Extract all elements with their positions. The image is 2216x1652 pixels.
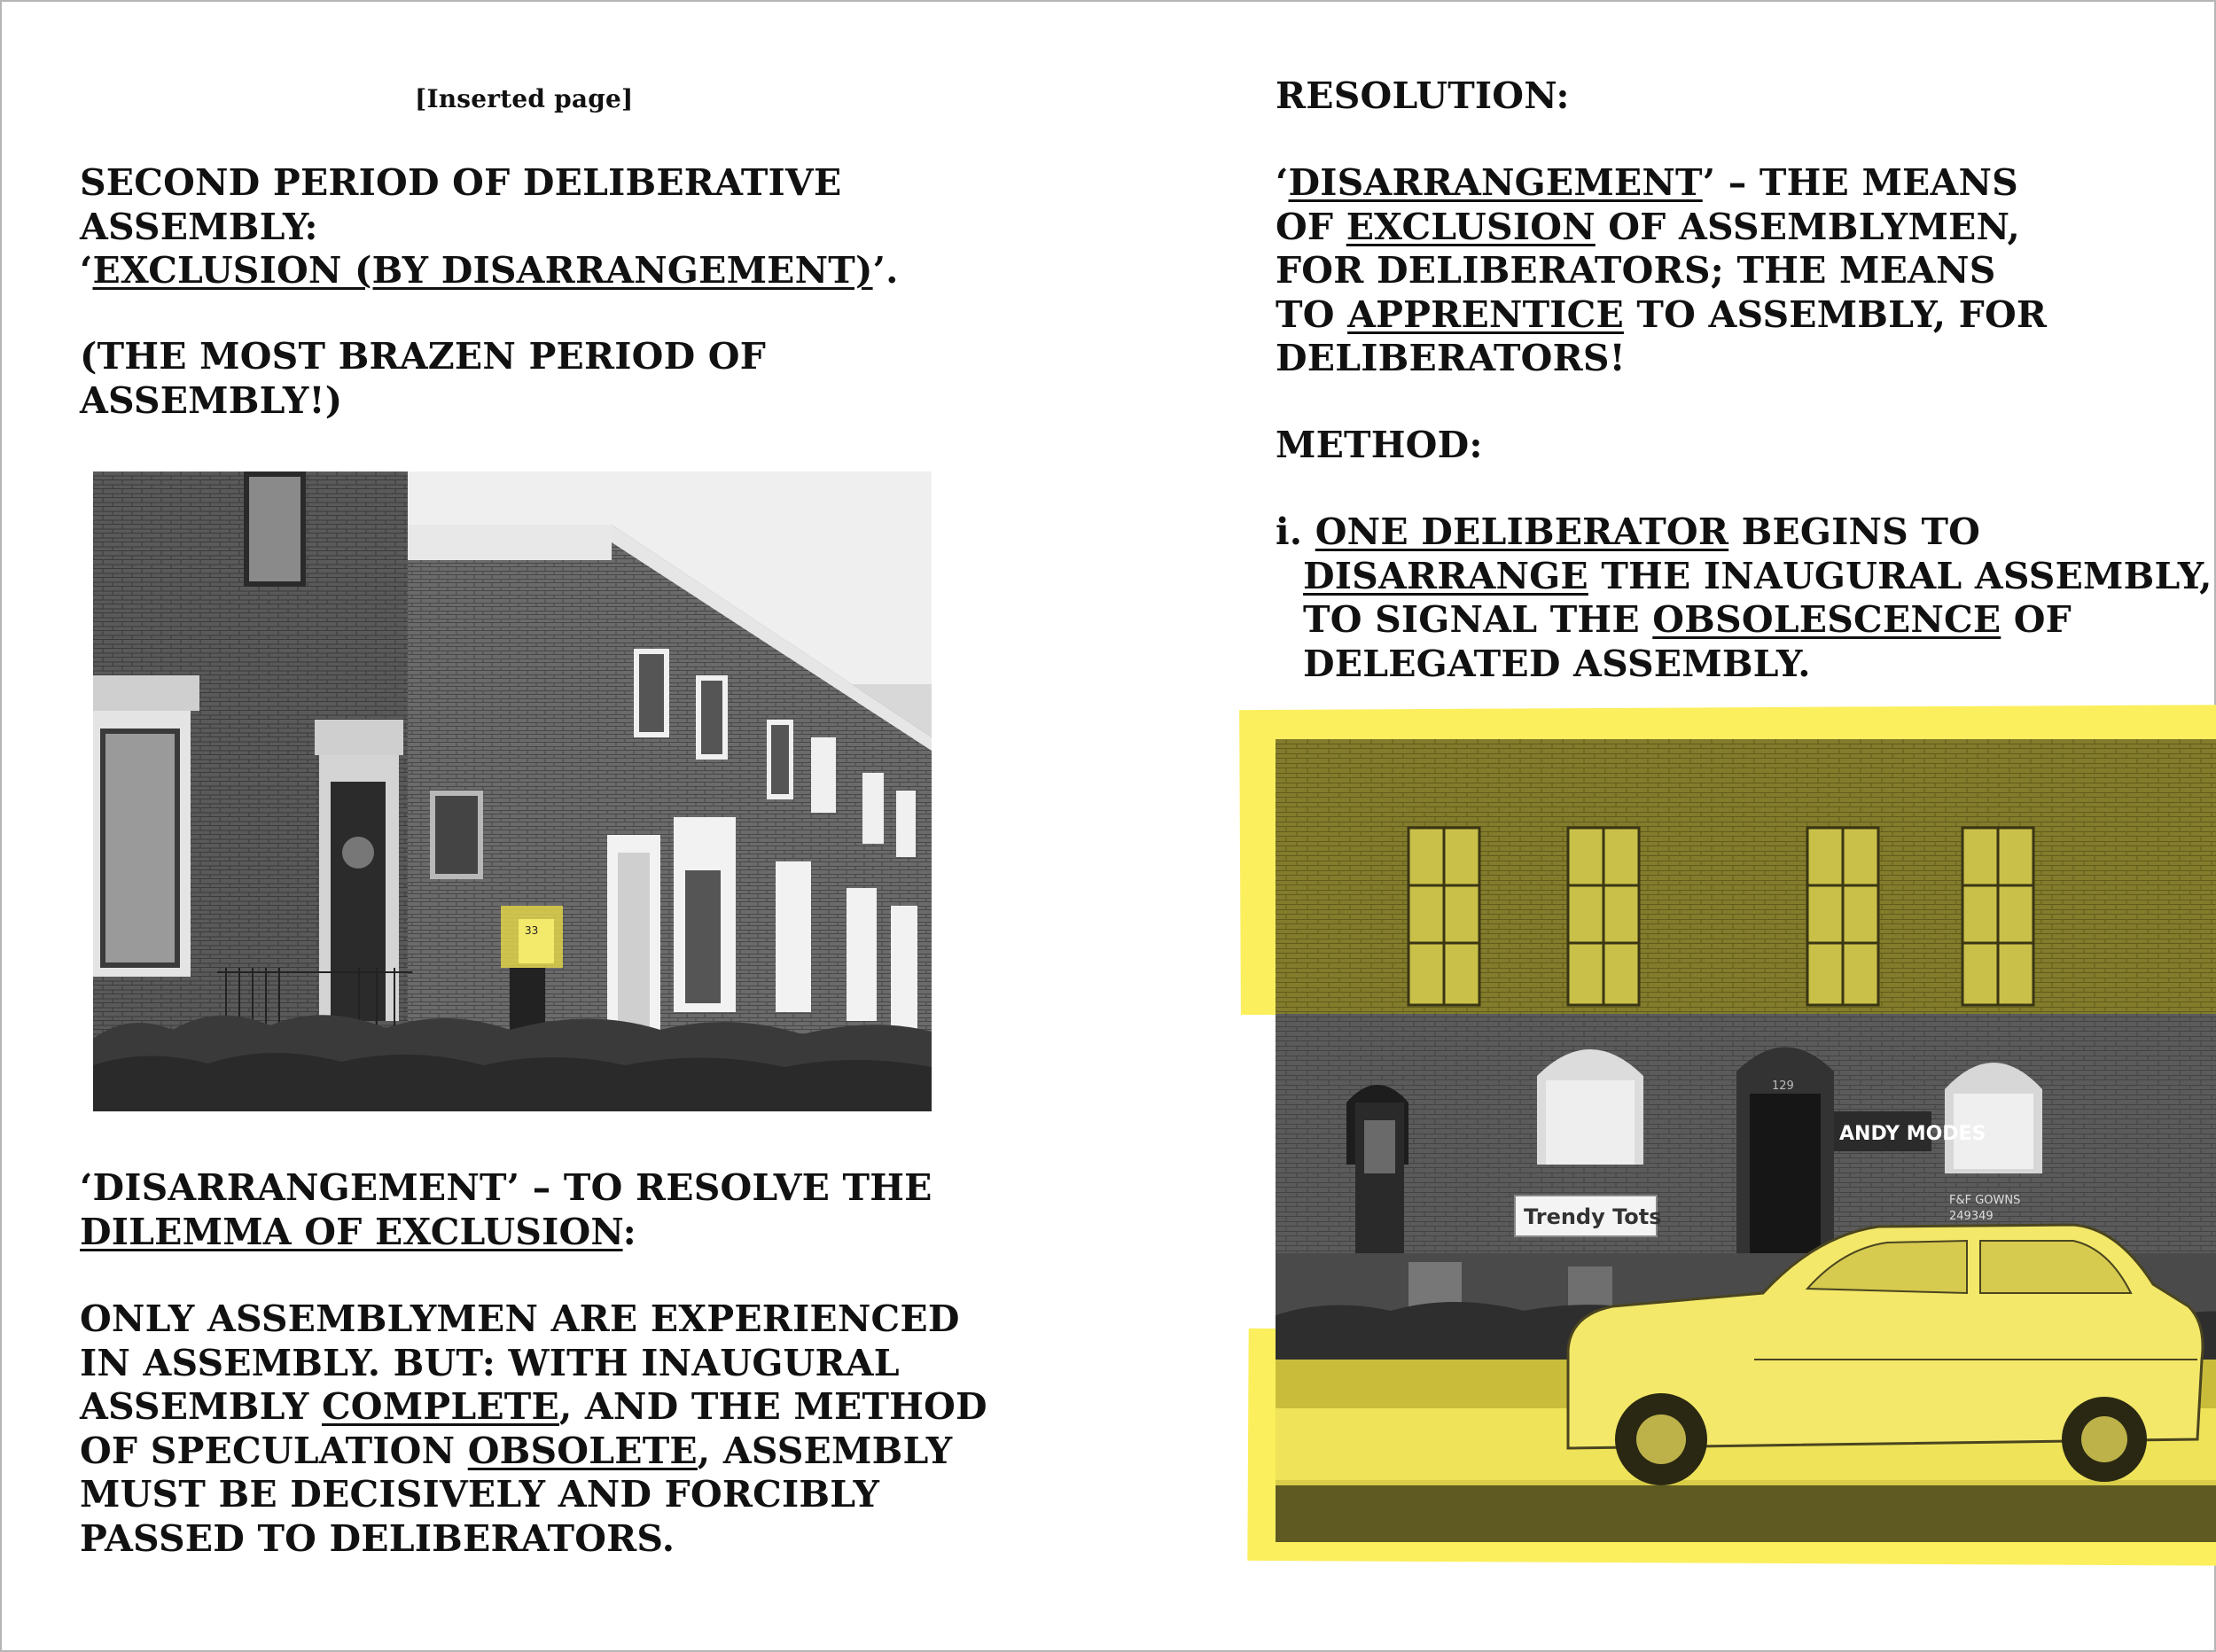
- shopfront-car-photo: [1276, 739, 2216, 1542]
- right-page: [1110, 2, 2216, 1650]
- body-line-5: MUST BE DECISIVELY AND FORCIBLY: [80, 1473, 880, 1516]
- heading-underlined: EXCLUSION (BY DISARRANGEMENT): [92, 249, 873, 292]
- step-line-2-post: THE INAUGURAL ASSEMBLY,: [1588, 554, 2212, 597]
- step-line-1-post: BEGINS TO: [1728, 510, 1981, 553]
- body-line-1: ONLY ASSEMBLYMEN ARE EXPERIENCED: [80, 1297, 960, 1340]
- body-line-2: IN ASSEMBLY. BUT: WITH INAUGURAL: [80, 1341, 900, 1384]
- body-line-3-pre: ASSEMBLY: [80, 1385, 322, 1428]
- obsolete-underlined: OBSOLETE: [467, 1429, 698, 1472]
- complete-underlined: COMPLETE: [321, 1385, 559, 1428]
- terraced-houses-photo: [93, 471, 932, 1111]
- res-line-5: DELIBERATORS!: [1276, 337, 1626, 379]
- resolution-label: RESOLUTION:: [1276, 74, 1570, 117]
- one-deliberator-underlined: ONE DELIBERATOR: [1315, 510, 1729, 553]
- sign-number: 33: [525, 924, 539, 937]
- body-line-3-post: , AND THE METHOD: [558, 1385, 987, 1428]
- disarrange-underlined: DISARRANGE: [1303, 554, 1588, 597]
- step-line-3-pre: TO SIGNAL THE: [1303, 598, 1653, 641]
- res-line-4-pre: TO: [1276, 292, 1348, 336]
- res-exclusion-underlined: EXCLUSION: [1346, 205, 1596, 248]
- body-paragraph: [80, 1297, 987, 1561]
- res-line-2-pre: OF: [1276, 205, 1346, 248]
- res-line-3: FOR DELIBERATORS; THE MEANS: [1276, 249, 1996, 292]
- dilemma-underlined: DILEMMA OF EXCLUSION: [80, 1210, 623, 1253]
- heading-line-2: ASSEMBLY:: [80, 205, 318, 248]
- heading-quote-open: ‘: [80, 249, 93, 292]
- disarrangement-definition: [80, 1166, 932, 1254]
- resolution-paragraph: [1276, 161, 2047, 381]
- phone-sign: 249349: [1949, 1210, 1994, 1223]
- method-label: METHOD:: [1276, 424, 1483, 466]
- step-number: i.: [1276, 510, 1315, 553]
- inserted-page-label: [Inserted page]: [415, 84, 634, 113]
- obsolescence-underlined: OBSOLESCENCE: [1652, 598, 2001, 641]
- res-line-1-post: ’ – THE MEANS: [1702, 161, 2018, 204]
- note-line-2: ASSEMBLY!): [80, 378, 343, 422]
- trendy-tots-sign: Trendy Tots: [1524, 1204, 1662, 1229]
- period-heading: [80, 161, 899, 293]
- heading-quote-close: ’.: [872, 249, 899, 292]
- dilemma-tail: :: [622, 1210, 636, 1253]
- step-line-4: DELEGATED ASSEMBLY.: [1303, 642, 1811, 685]
- res-line-1-open: ‘: [1276, 161, 1289, 204]
- method-step: [1276, 510, 2212, 686]
- disarr-line-1: ‘DISARRANGEMENT’ – TO RESOLVE THE: [80, 1166, 932, 1209]
- heading-line-1: SECOND PERIOD OF DELIBERATIVE: [80, 161, 842, 204]
- ff-gowns-sign: F&F GOWNS: [1949, 1194, 2021, 1207]
- andy-modes-sign: ANDY MODES: [1839, 1123, 1986, 1145]
- door-number: 129: [1772, 1079, 1794, 1093]
- body-line-6: PASSED TO DELIBERATORS.: [80, 1516, 675, 1560]
- res-line-4-post: TO ASSEMBLY, FOR: [1623, 292, 2048, 336]
- body-line-4-post: , ASSEMBLY: [697, 1429, 953, 1472]
- res-apprentice-underlined: APPRENTICE: [1347, 292, 1624, 336]
- brazen-note: [80, 335, 766, 423]
- left-page: [2, 2, 1110, 1650]
- body-line-4-pre: OF SPECULATION: [80, 1429, 468, 1472]
- step-line-3-post: OF: [2001, 598, 2072, 641]
- res-line-2-post: OF ASSEMBLYMEN,: [1595, 205, 2021, 248]
- res-disarrangement-underlined: DISARRANGEMENT: [1288, 161, 1703, 204]
- note-line-1: (THE MOST BRAZEN PERIOD OF: [80, 335, 767, 378]
